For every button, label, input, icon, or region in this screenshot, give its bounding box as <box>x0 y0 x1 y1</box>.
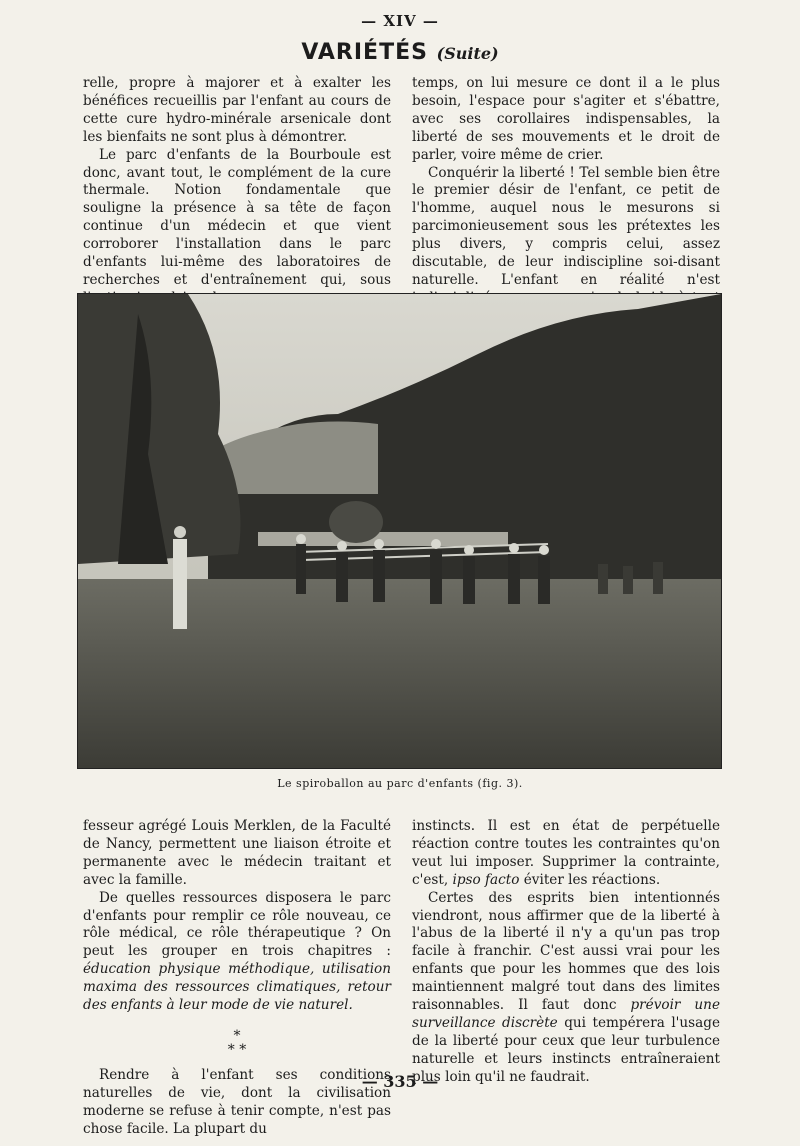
paragraph: Le parc d'enfants de la Bourboule est donc, avant tout, le complément de la cure thermale. Notion fondamentale que souligne la présence à sa tête de façon continue d'un médecin et que vient corroborer l'installation dans le parc d'enfants lui-même des laboratoires de recherches et d'entraînement qui, sous <box>83 146 391 288</box>
column-right-bottom <box>412 818 720 1087</box>
asterism-divider <box>83 1029 391 1057</box>
asterism-top: * <box>233 1027 241 1044</box>
figure-caption: Le spiroballon au parc d'enfants (fig. 3). <box>277 777 523 790</box>
paragraph-text: instincts. Il est en état de perpétuelle réaction contre toutes les contraintes qu'on veut lui imposer. Supprimer la contrainte, c'est, <box>412 818 720 888</box>
paragraph: relle, propre à majorer et à exalter les bénéfices recueillis par l'enfant au cours de cette cure hydro-minérale arsenicale dont les bienfaits ne sont plus à démontrer. <box>83 75 391 145</box>
page-number: — 335 — <box>361 1072 439 1091</box>
paragraph: temps, on lui mesure ce dont il a le plus besoin, l'espace pour s'agiter et s'ébattre, avec ses corollaires indispensables, la liberté de ses mouvements et le droit de parler, voire même de crier. <box>412 75 720 163</box>
heading-suite: (Suite) <box>436 44 499 63</box>
page-heading <box>0 40 800 65</box>
asterism-bottom: * * <box>227 1041 247 1058</box>
paragraph-italic: ipso facto <box>452 871 520 888</box>
paragraph <box>412 890 720 1087</box>
column-left-top <box>83 75 391 308</box>
photo-illustration <box>78 294 721 768</box>
paragraph-text: Certes des esprits bien intentionnés viendront, nous affirmer que de la liberté à l'abus de la liberté il n'y a qu'un pas trop facile à franchir. C'est aussi vrai pour les enfants que pour les hommes que des lois maintiennent malgré tout dans des limites raisonnables. Il faut donc <box>412 889 720 1014</box>
paragraph <box>83 890 391 1015</box>
paragraph-italic: prévoir une surveillance discrète <box>412 997 720 1031</box>
photograph-spiroballon <box>77 293 722 769</box>
paragraph-text: qui tempérera l'usage de la liberté pour ceux que leur turbulence naturelle et leurs instincts entraîneraient plus loin qu'il ne faudrait. <box>412 1014 720 1085</box>
column-right-top <box>412 75 720 326</box>
paragraph <box>412 818 720 890</box>
paragraph-italic: éducation physique méthodique, utilisation maxima des ressources climatiques, retour des enfants à leur mode de vie naturel. <box>83 961 391 1014</box>
paragraph-text: De quelles ressources disposera le parc d'enfants pour remplir ce rôle nouveau, ce rôle médical, ce rôle thérapeutique ? On peut les grouper en trois chapitres : <box>83 889 391 960</box>
page-number-roman: — XIV — <box>361 12 439 30</box>
heading-title: VARIÉTÉS <box>301 40 428 65</box>
paragraph: Rendre à l'enfant ses conditions naturelles de vie, dont la civilisation moderne se refuse à tenir compte, n'est pas chose facile. La plupart du <box>83 1066 391 1137</box>
paragraph-text: éviter les réactions. <box>519 871 661 888</box>
paragraph: fesseur agrégé Louis Merklen, de la Faculté de Nancy, permettent une liaison étroite et permanente avec le médecin traitant et avec la famille. <box>83 818 391 888</box>
paragraph: Conquérir la liberté ! Tel semble bien être le premier désir de l'enfant, ce petit de l'homme, auquel nous le mesurons si parcimonieusement sous les prétextes les plus divers, y compris celui, assez discutable, de leur indiscipline soi-disant naturelle. L'enfant en réalité n'est <box>412 164 720 288</box>
